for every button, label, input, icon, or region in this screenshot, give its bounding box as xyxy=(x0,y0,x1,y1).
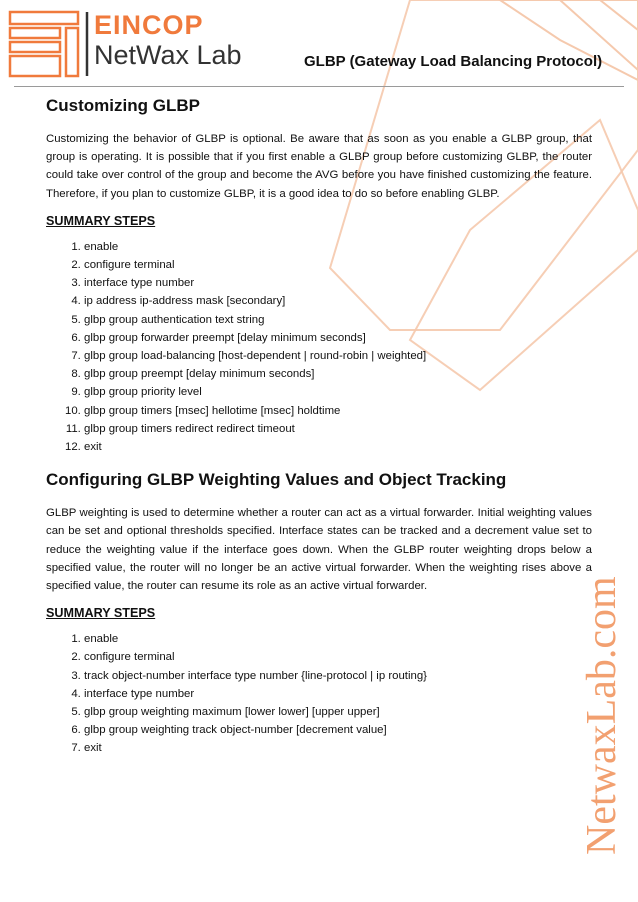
page-header-title: GLBP (Gateway Load Balancing Protocol) xyxy=(304,53,603,70)
list-item: 5. glbp group authentication text string xyxy=(84,311,592,329)
section-paragraph: GLBP weighting is used to determine whether a router can act as a virtual forwarder. Initial weighting values can be set and optional thresholds specified. Interface states can be tracked and a decrement value set to reduce the weighting value if the interface goes down. When the GLBP router weighting drops below a specified value, the router will no longer be an active virtual forwarder. When the weighting rises above a specified value, the router can resume its role as an active virtual forwarder. xyxy=(46,507,592,593)
section-heading: Customizing GLBP xyxy=(46,96,200,115)
steps-list xyxy=(46,238,592,456)
list-item: 12. exit xyxy=(84,438,592,456)
list-item: 10. glbp group timers [msec] hellotime [msec] holdtime xyxy=(84,402,592,420)
list-item: 6. glbp group weighting track object-number [decrement value] xyxy=(84,721,592,739)
header-divider xyxy=(14,86,624,87)
summary-steps-label: SUMMARY STEPS xyxy=(46,606,156,621)
list-item: 2. configure terminal xyxy=(84,256,592,274)
list-item: 7. exit xyxy=(84,739,592,757)
list-item: 1. enable xyxy=(84,238,592,256)
summary-steps-label: SUMMARY STEPS xyxy=(46,213,156,228)
list-item: 4. ip address ip-address mask [secondary] xyxy=(84,292,592,310)
watermark-text: NetwaxLab.com xyxy=(579,576,625,855)
section-heading: Configuring GLBP Weighting Values and Object Tracking xyxy=(46,470,507,490)
eincop-logo-icon xyxy=(8,10,268,80)
list-item: 5. glbp group weighting maximum [lower lower] [upper upper] xyxy=(84,703,592,721)
section-customizing-glbp xyxy=(46,96,592,456)
list-item: 1. enable xyxy=(84,630,592,648)
list-item: 7. glbp group load-balancing [host-dependent | round-robin | weighted] xyxy=(84,347,592,365)
list-item: 2. configure terminal xyxy=(84,648,592,666)
document-body xyxy=(46,96,592,758)
list-item: 3. track object-number interface type number {line-protocol | ip routing} xyxy=(84,667,592,685)
section-paragraph: Customizing the behavior of GLBP is optional. Be aware that as soon as you enable a GLBP group, that group is operating. It is possible that if you first enable a GLBP group before customizing GLBP, the router could take over control of the group and become the AVG before you have finished customizing the feature. Therefore, if you plan to customize GLBP, it is a good idea to do so before enabling GLBP. xyxy=(46,133,592,200)
steps-list xyxy=(46,630,592,757)
list-item: 6. glbp group forwarder preempt [delay minimum seconds] xyxy=(84,329,592,347)
list-item: 8. glbp group preempt [delay minimum seconds] xyxy=(84,365,592,383)
section-weighting-tracking xyxy=(46,470,592,757)
list-item: 11. glbp group timers redirect redirect timeout xyxy=(84,420,592,438)
list-item: 4. interface type number xyxy=(84,685,592,703)
list-item: 3. interface type number xyxy=(84,274,592,292)
brand-subtitle: NetWax Lab xyxy=(94,40,242,70)
list-item: 9. glbp group priority level xyxy=(84,383,592,401)
brand-name: EINCOP xyxy=(94,10,204,40)
